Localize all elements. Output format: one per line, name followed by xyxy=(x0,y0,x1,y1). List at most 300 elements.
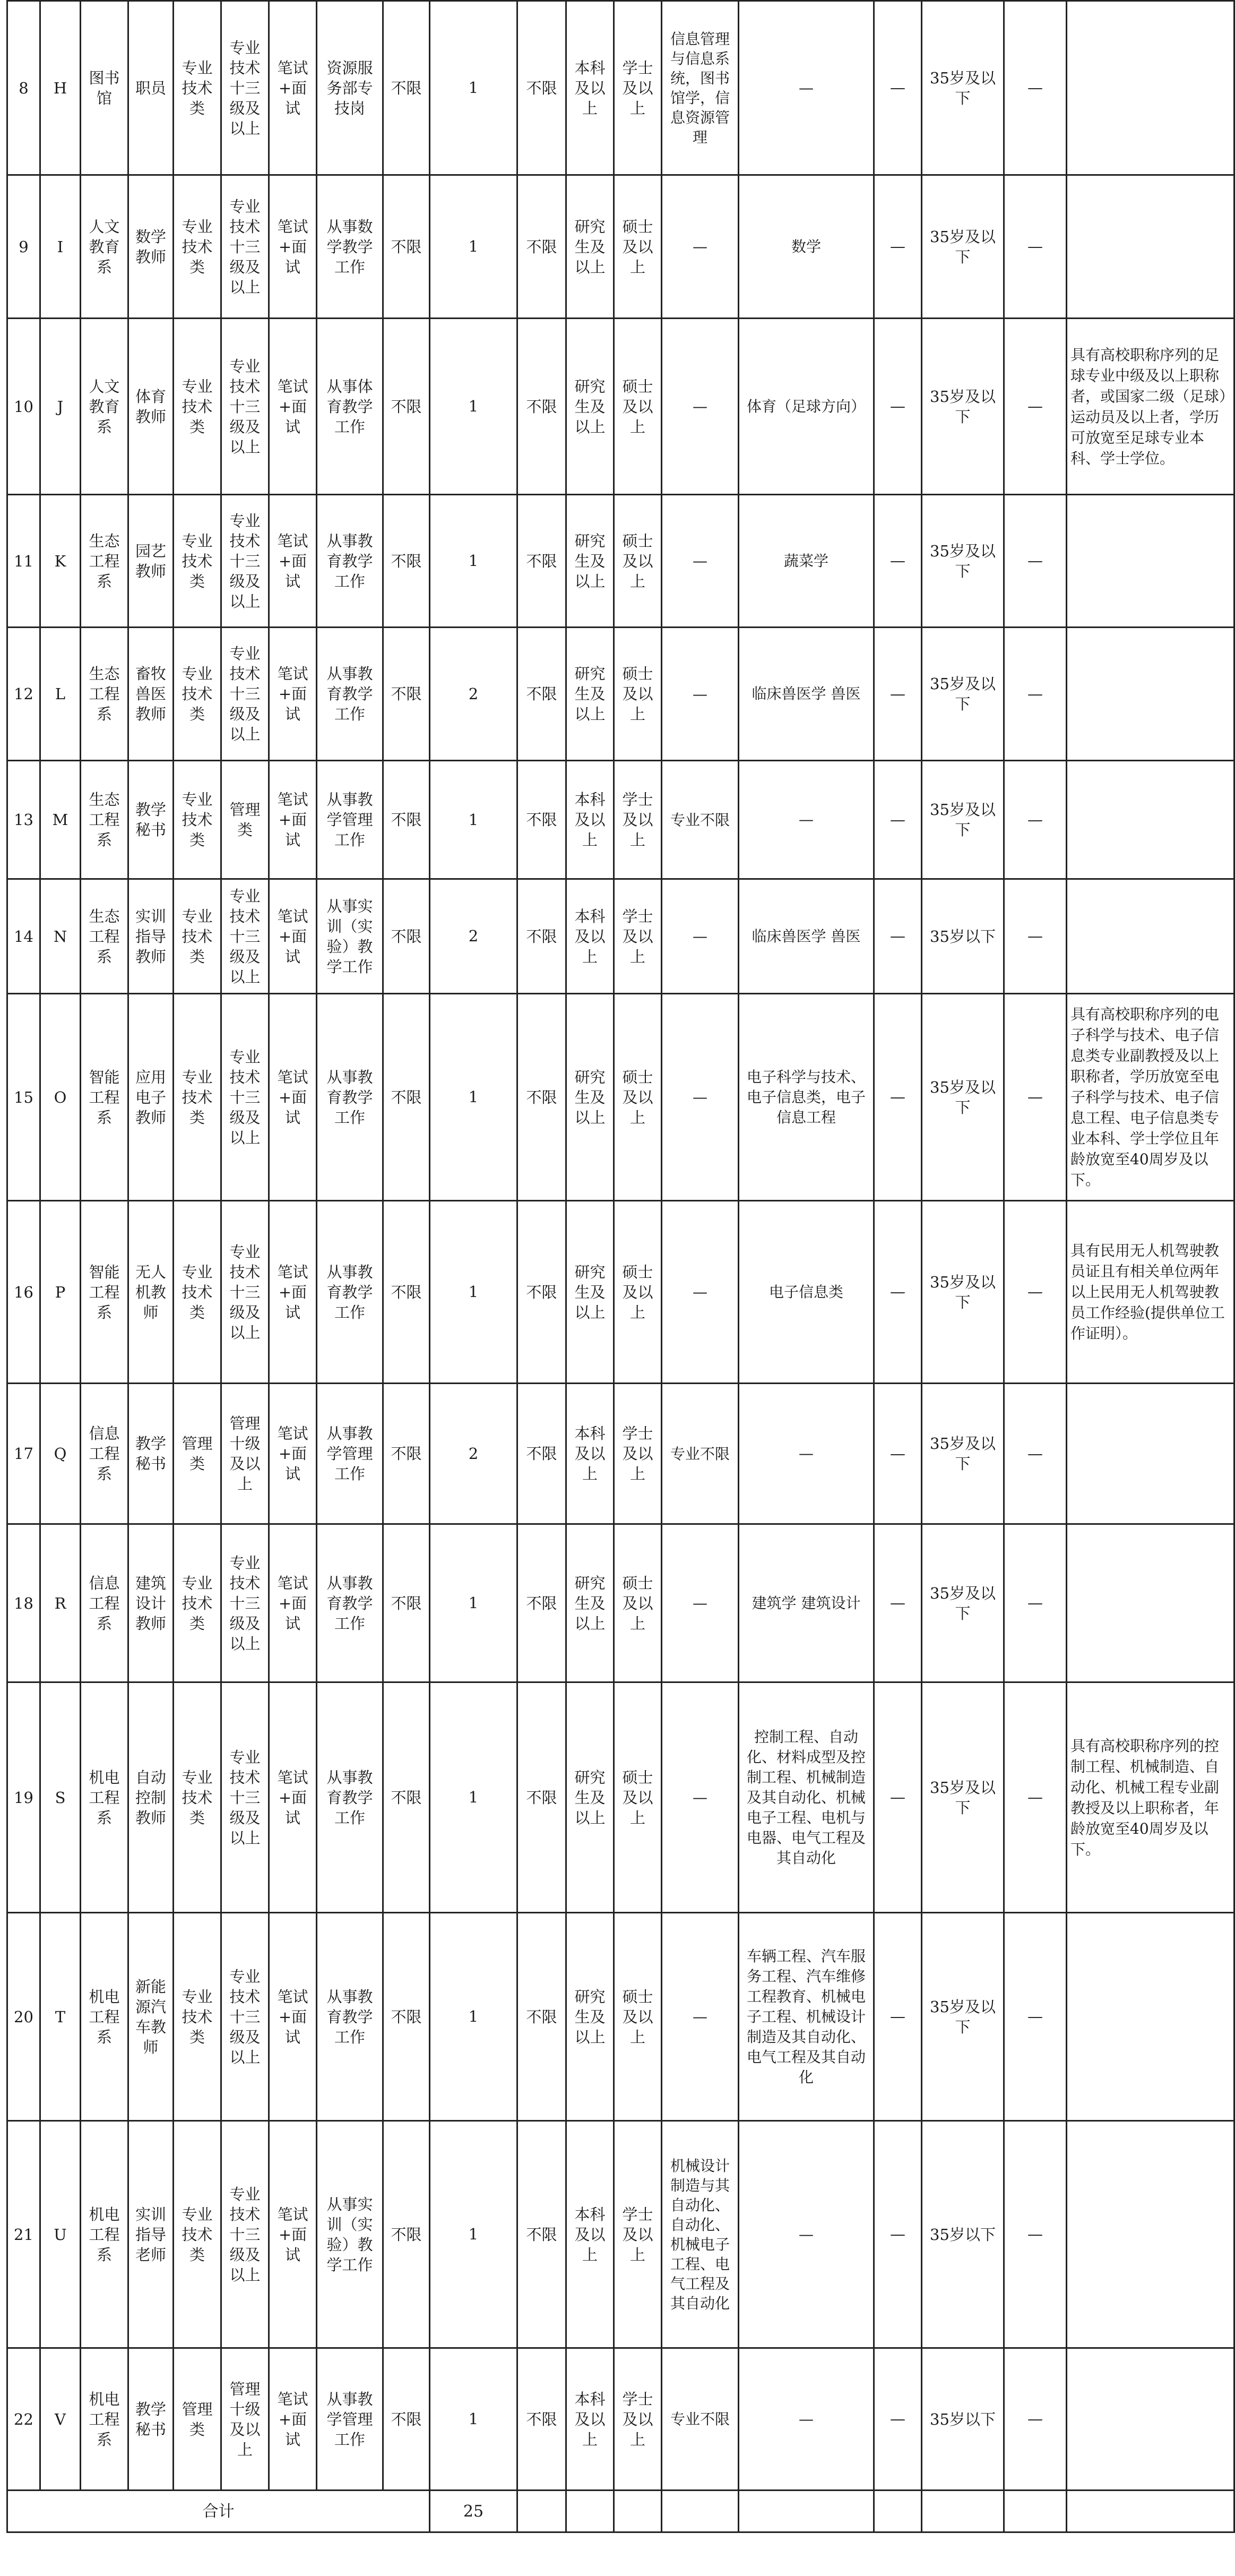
recruit-target-cell: 不限 xyxy=(383,761,430,879)
post-name-cell: 园艺教师 xyxy=(128,495,174,628)
exam-method-cell: 笔试+面试 xyxy=(269,1201,317,1384)
exam-method-cell: 笔试+面试 xyxy=(269,879,317,994)
undergrad-major-cell: — xyxy=(662,1201,739,1384)
postgrad-major-cell: 蔬菜学 xyxy=(739,495,874,628)
post-type-cell: 专业技术类 xyxy=(174,1,221,175)
post-name-cell: 教学秘书 xyxy=(128,1384,174,1524)
education-cell: 本科及以上 xyxy=(566,879,614,994)
headcount-cell: 1 xyxy=(430,1,517,175)
title-requirement-cell: — xyxy=(874,2121,922,2348)
post-type-cell: 专业技术类 xyxy=(174,1913,221,2121)
post-name-cell: 教学秘书 xyxy=(128,2348,174,2491)
headcount-cell: 1 xyxy=(430,495,517,628)
education-cell: 研究生及以上 xyxy=(566,1913,614,2121)
table-row xyxy=(7,2121,1234,2348)
education-cell: 研究生及以上 xyxy=(566,1524,614,1682)
remark-cell xyxy=(1067,495,1234,628)
age-requirement-cell: 35岁及以下 xyxy=(922,761,1004,879)
exam-method-cell: 笔试+面试 xyxy=(269,761,317,879)
degree-cell: 硕士及以上 xyxy=(614,1682,662,1913)
gender-cell: 不限 xyxy=(517,879,566,994)
headcount-cell: 1 xyxy=(430,994,517,1201)
postgrad-major-cell: 电子信息类 xyxy=(739,1201,874,1384)
row-number-cell: 22 xyxy=(7,2348,40,2491)
title-requirement-cell: — xyxy=(874,319,922,495)
headcount-cell: 2 xyxy=(430,1384,517,1524)
headcount-cell: 1 xyxy=(430,761,517,879)
post-type-cell: 专业技术类 xyxy=(174,628,221,761)
recruitment-table-sheet xyxy=(6,0,1227,2533)
department-cell: 生态工程系 xyxy=(81,495,128,628)
remark-cell: 具有高校职称序列的电子科学与技术、电子信息类专业副教授及以上职称者，学历放宽至电子科学与技术、电子信息工程、电子信息类专业本科、学士学位且年龄放宽至40周岁及以下。 xyxy=(1067,994,1234,1201)
education-cell: 本科及以上 xyxy=(566,2348,614,2491)
gender-cell: 不限 xyxy=(517,1913,566,2121)
post-name-cell: 数学教师 xyxy=(128,175,174,319)
duty-cell: 资源服务部专技岗 xyxy=(317,1,383,175)
empty-cell xyxy=(566,2491,614,2532)
department-cell: 信息工程系 xyxy=(81,1384,128,1524)
age-requirement-cell: 35岁及以下 xyxy=(922,495,1004,628)
exam-method-cell: 笔试+面试 xyxy=(269,175,317,319)
recruit-target-cell: 不限 xyxy=(383,1201,430,1384)
post-type-cell: 专业技术类 xyxy=(174,1682,221,1913)
undergrad-major-cell: — xyxy=(662,319,739,495)
education-cell: 研究生及以上 xyxy=(566,1201,614,1384)
duty-cell: 从事教学管理工作 xyxy=(317,2348,383,2491)
empty-cell xyxy=(1067,2491,1234,2532)
duty-cell: 从事体育教学工作 xyxy=(317,319,383,495)
row-number-cell: 11 xyxy=(7,495,40,628)
duty-cell: 从事教学管理工作 xyxy=(317,1384,383,1524)
remark-cell: 具有高校职称序列的足球专业中级及以上职称者，或国家二级（足球）运动员及以上者，学历可放宽至足球专业本科、学士学位。 xyxy=(1067,319,1234,495)
row-number-cell: 19 xyxy=(7,1682,40,1913)
post-type-cell: 专业技术类 xyxy=(174,1524,221,1682)
recruitment-table xyxy=(6,0,1235,2533)
age-requirement-cell: 35岁及以下 xyxy=(922,1384,1004,1524)
table-row xyxy=(7,1201,1234,1384)
position-code-cell: U xyxy=(40,2121,81,2348)
recruit-target-cell: 不限 xyxy=(383,1384,430,1524)
remark-cell xyxy=(1067,1384,1234,1524)
empty-cell xyxy=(614,2491,662,2532)
table-row xyxy=(7,1524,1234,1682)
post-level-cell: 管理十级及以上 xyxy=(221,2348,269,2491)
undergrad-major-cell: 信息管理与信息系统，图书馆学，信息资源管理 xyxy=(662,1,739,175)
postgrad-major-cell: — xyxy=(739,2348,874,2491)
post-level-cell: 管理类 xyxy=(221,761,269,879)
department-cell: 机电工程系 xyxy=(81,2348,128,2491)
recruit-target-cell: 不限 xyxy=(383,994,430,1201)
post-level-cell: 专业技术十三级及以上 xyxy=(221,628,269,761)
remark-cell xyxy=(1067,1913,1234,2121)
table-row xyxy=(7,319,1234,495)
recruit-target-cell: 不限 xyxy=(383,1913,430,2121)
education-cell: 研究生及以上 xyxy=(566,175,614,319)
headcount-cell: 1 xyxy=(430,1682,517,1913)
post-type-cell: 管理类 xyxy=(174,1384,221,1524)
table-row xyxy=(7,879,1234,994)
degree-cell: 学士及以上 xyxy=(614,879,662,994)
post-name-cell: 应用电子教师 xyxy=(128,994,174,1201)
education-cell: 本科及以上 xyxy=(566,761,614,879)
degree-cell: 学士及以上 xyxy=(614,1384,662,1524)
empty-cell xyxy=(1004,2491,1067,2532)
postgrad-major-cell: — xyxy=(739,2121,874,2348)
table-row xyxy=(7,2348,1234,2491)
headcount-cell: 1 xyxy=(430,319,517,495)
other-requirement-cell: — xyxy=(1004,2121,1067,2348)
duty-cell: 从事教育教学工作 xyxy=(317,1201,383,1384)
degree-cell: 硕士及以上 xyxy=(614,1201,662,1384)
headcount-cell: 1 xyxy=(430,1201,517,1384)
recruit-target-cell: 不限 xyxy=(383,1524,430,1682)
age-requirement-cell: 35岁及以下 xyxy=(922,1524,1004,1682)
duty-cell: 从事实训（实验）教学工作 xyxy=(317,879,383,994)
empty-cell xyxy=(922,2491,1004,2532)
headcount-cell: 1 xyxy=(430,175,517,319)
row-number-cell: 13 xyxy=(7,761,40,879)
duty-cell: 从事教育教学工作 xyxy=(317,994,383,1201)
postgrad-major-cell: 建筑学 建筑设计 xyxy=(739,1524,874,1682)
exam-method-cell: 笔试+面试 xyxy=(269,2348,317,2491)
age-requirement-cell: 35岁及以下 xyxy=(922,628,1004,761)
gender-cell: 不限 xyxy=(517,1682,566,1913)
post-name-cell: 实训指导教师 xyxy=(128,879,174,994)
department-cell: 信息工程系 xyxy=(81,1524,128,1682)
empty-cell xyxy=(517,2491,566,2532)
recruit-target-cell: 不限 xyxy=(383,319,430,495)
post-level-cell: 专业技术十三级及以上 xyxy=(221,994,269,1201)
gender-cell: 不限 xyxy=(517,495,566,628)
post-type-cell: 专业技术类 xyxy=(174,1201,221,1384)
post-type-cell: 专业技术类 xyxy=(174,495,221,628)
position-code-cell: Q xyxy=(40,1384,81,1524)
headcount-cell: 1 xyxy=(430,1913,517,2121)
other-requirement-cell: — xyxy=(1004,319,1067,495)
age-requirement-cell: 35岁及以下 xyxy=(922,1,1004,175)
duty-cell: 从事教育教学工作 xyxy=(317,1524,383,1682)
education-cell: 本科及以上 xyxy=(566,1,614,175)
post-name-cell: 畜牧兽医教师 xyxy=(128,628,174,761)
postgrad-major-cell: 体育（足球方向） xyxy=(739,319,874,495)
undergrad-major-cell: 专业不限 xyxy=(662,2348,739,2491)
other-requirement-cell: — xyxy=(1004,994,1067,1201)
education-cell: 本科及以上 xyxy=(566,1384,614,1524)
row-number-cell: 21 xyxy=(7,2121,40,2348)
undergrad-major-cell: — xyxy=(662,1682,739,1913)
table-row xyxy=(7,175,1234,319)
age-requirement-cell: 35岁及以下 xyxy=(922,1682,1004,1913)
education-cell: 本科及以上 xyxy=(566,2121,614,2348)
title-requirement-cell: — xyxy=(874,175,922,319)
other-requirement-cell: — xyxy=(1004,628,1067,761)
post-name-cell: 教学秘书 xyxy=(128,761,174,879)
empty-cell xyxy=(662,2491,739,2532)
title-requirement-cell: — xyxy=(874,1682,922,1913)
department-cell: 机电工程系 xyxy=(81,1913,128,2121)
education-cell: 研究生及以上 xyxy=(566,319,614,495)
degree-cell: 硕士及以上 xyxy=(614,175,662,319)
duty-cell: 从事实训（实验）教学工作 xyxy=(317,2121,383,2348)
exam-method-cell: 笔试+面试 xyxy=(269,994,317,1201)
education-cell: 研究生及以上 xyxy=(566,628,614,761)
table-row xyxy=(7,761,1234,879)
post-name-cell: 建筑设计教师 xyxy=(128,1524,174,1682)
degree-cell: 学士及以上 xyxy=(614,2121,662,2348)
other-requirement-cell: — xyxy=(1004,1524,1067,1682)
row-number-cell: 8 xyxy=(7,1,40,175)
total-row xyxy=(7,2491,1234,2532)
postgrad-major-cell: 电子科学与技术、电子信息类，电子信息工程 xyxy=(739,994,874,1201)
education-cell: 研究生及以上 xyxy=(566,994,614,1201)
degree-cell: 学士及以上 xyxy=(614,2348,662,2491)
duty-cell: 从事教育教学工作 xyxy=(317,1682,383,1913)
remark-cell: 具有高校职称序列的控制工程、机械制造、自动化、机械工程专业副教授及以上职称者，年龄放宽至40周岁及以下。 xyxy=(1067,1682,1234,1913)
recruit-target-cell: 不限 xyxy=(383,1682,430,1913)
department-cell: 生态工程系 xyxy=(81,879,128,994)
other-requirement-cell: — xyxy=(1004,495,1067,628)
duty-cell: 从事教育教学工作 xyxy=(317,495,383,628)
undergrad-major-cell: 专业不限 xyxy=(662,1384,739,1524)
gender-cell: 不限 xyxy=(517,628,566,761)
other-requirement-cell: — xyxy=(1004,1384,1067,1524)
position-code-cell: I xyxy=(40,175,81,319)
undergrad-major-cell: — xyxy=(662,628,739,761)
other-requirement-cell: — xyxy=(1004,761,1067,879)
gender-cell: 不限 xyxy=(517,1384,566,1524)
undergrad-major-cell: 专业不限 xyxy=(662,761,739,879)
position-code-cell: N xyxy=(40,879,81,994)
position-code-cell: H xyxy=(40,1,81,175)
row-number-cell: 16 xyxy=(7,1201,40,1384)
postgrad-major-cell: — xyxy=(739,761,874,879)
age-requirement-cell: 35岁及以下 xyxy=(922,319,1004,495)
other-requirement-cell: — xyxy=(1004,879,1067,994)
position-code-cell: M xyxy=(40,761,81,879)
row-number-cell: 20 xyxy=(7,1913,40,2121)
empty-cell xyxy=(874,2491,922,2532)
degree-cell: 硕士及以上 xyxy=(614,1913,662,2121)
gender-cell: 不限 xyxy=(517,175,566,319)
age-requirement-cell: 35岁及以下 xyxy=(922,1201,1004,1384)
undergrad-major-cell: — xyxy=(662,994,739,1201)
degree-cell: 硕士及以上 xyxy=(614,495,662,628)
remark-cell xyxy=(1067,1,1234,175)
gender-cell: 不限 xyxy=(517,994,566,1201)
department-cell: 智能工程系 xyxy=(81,1201,128,1384)
position-code-cell: K xyxy=(40,495,81,628)
row-number-cell: 17 xyxy=(7,1384,40,1524)
table-row xyxy=(7,495,1234,628)
age-requirement-cell: 35岁以下 xyxy=(922,2348,1004,2491)
empty-cell xyxy=(739,2491,874,2532)
department-cell: 机电工程系 xyxy=(81,2121,128,2348)
age-requirement-cell: 35岁及以下 xyxy=(922,994,1004,1201)
title-requirement-cell: — xyxy=(874,994,922,1201)
postgrad-major-cell: — xyxy=(739,1384,874,1524)
position-code-cell: L xyxy=(40,628,81,761)
row-number-cell: 14 xyxy=(7,879,40,994)
headcount-cell: 2 xyxy=(430,628,517,761)
age-requirement-cell: 35岁及以下 xyxy=(922,175,1004,319)
post-type-cell: 专业技术类 xyxy=(174,2121,221,2348)
post-name-cell: 实训指导老师 xyxy=(128,2121,174,2348)
row-number-cell: 10 xyxy=(7,319,40,495)
post-level-cell: 专业技术十三级及以上 xyxy=(221,1,269,175)
duty-cell: 从事教育教学工作 xyxy=(317,1913,383,2121)
headcount-cell: 1 xyxy=(430,2348,517,2491)
post-type-cell: 专业技术类 xyxy=(174,175,221,319)
post-name-cell: 无人机教师 xyxy=(128,1201,174,1384)
table-row xyxy=(7,1682,1234,1913)
gender-cell: 不限 xyxy=(517,1,566,175)
post-name-cell: 体育教师 xyxy=(128,319,174,495)
other-requirement-cell: — xyxy=(1004,2348,1067,2491)
exam-method-cell: 笔试+面试 xyxy=(269,1682,317,1913)
exam-method-cell: 笔试+面试 xyxy=(269,1524,317,1682)
gender-cell: 不限 xyxy=(517,761,566,879)
degree-cell: 硕士及以上 xyxy=(614,994,662,1201)
postgrad-major-cell: 临床兽医学 兽医 xyxy=(739,628,874,761)
title-requirement-cell: — xyxy=(874,2348,922,2491)
gender-cell: 不限 xyxy=(517,1201,566,1384)
age-requirement-cell: 35岁以下 xyxy=(922,2121,1004,2348)
exam-method-cell: 笔试+面试 xyxy=(269,1913,317,2121)
title-requirement-cell: — xyxy=(874,495,922,628)
recruit-target-cell: 不限 xyxy=(383,2121,430,2348)
title-requirement-cell: — xyxy=(874,761,922,879)
title-requirement-cell: — xyxy=(874,1384,922,1524)
remark-cell xyxy=(1067,628,1234,761)
recruit-target-cell: 不限 xyxy=(383,495,430,628)
undergrad-major-cell: — xyxy=(662,175,739,319)
title-requirement-cell: — xyxy=(874,1201,922,1384)
post-type-cell: 专业技术类 xyxy=(174,761,221,879)
undergrad-major-cell: 机械设计制造与其自动化、自动化、机械电子工程、电气工程及其自动化 xyxy=(662,2121,739,2348)
post-level-cell: 专业技术十三级及以上 xyxy=(221,1913,269,2121)
remark-cell xyxy=(1067,2348,1234,2491)
recruit-target-cell: 不限 xyxy=(383,175,430,319)
exam-method-cell: 笔试+面试 xyxy=(269,628,317,761)
exam-method-cell: 笔试+面试 xyxy=(269,495,317,628)
degree-cell: 硕士及以上 xyxy=(614,319,662,495)
remark-cell: 具有民用无人机驾驶教员证且有相关单位两年以上民用无人机驾驶教员工作经验(提供单位工作证明）。 xyxy=(1067,1201,1234,1384)
degree-cell: 学士及以上 xyxy=(614,1,662,175)
postgrad-major-cell: — xyxy=(739,1,874,175)
exam-method-cell: 笔试+面试 xyxy=(269,1,317,175)
department-cell: 生态工程系 xyxy=(81,628,128,761)
headcount-cell: 1 xyxy=(430,2121,517,2348)
post-level-cell: 专业技术十三级及以上 xyxy=(221,319,269,495)
table-row xyxy=(7,1,1234,175)
duty-cell: 从事数学教学工作 xyxy=(317,175,383,319)
title-requirement-cell: — xyxy=(874,1,922,175)
department-cell: 生态工程系 xyxy=(81,761,128,879)
recruit-target-cell: 不限 xyxy=(383,628,430,761)
total-label: 合计 xyxy=(7,2491,430,2532)
position-code-cell: T xyxy=(40,1913,81,2121)
undergrad-major-cell: — xyxy=(662,495,739,628)
post-type-cell: 专业技术类 xyxy=(174,319,221,495)
position-code-cell: J xyxy=(40,319,81,495)
post-type-cell: 管理类 xyxy=(174,2348,221,2491)
post-type-cell: 专业技术类 xyxy=(174,994,221,1201)
position-code-cell: S xyxy=(40,1682,81,1913)
age-requirement-cell: 35岁及以下 xyxy=(922,1913,1004,2121)
table-row xyxy=(7,628,1234,761)
gender-cell: 不限 xyxy=(517,2348,566,2491)
department-cell: 智能工程系 xyxy=(81,994,128,1201)
post-level-cell: 专业技术十三级及以上 xyxy=(221,175,269,319)
degree-cell: 硕士及以上 xyxy=(614,628,662,761)
remark-cell xyxy=(1067,2121,1234,2348)
exam-method-cell: 笔试+面试 xyxy=(269,1384,317,1524)
recruit-target-cell: 不限 xyxy=(383,879,430,994)
title-requirement-cell: — xyxy=(874,628,922,761)
department-cell: 人文教育系 xyxy=(81,319,128,495)
post-level-cell: 专业技术十三级及以上 xyxy=(221,1201,269,1384)
post-level-cell: 专业技术十三级及以上 xyxy=(221,2121,269,2348)
degree-cell: 学士及以上 xyxy=(614,761,662,879)
table-row xyxy=(7,994,1234,1201)
post-level-cell: 专业技术十三级及以上 xyxy=(221,495,269,628)
undergrad-major-cell: — xyxy=(662,1524,739,1682)
undergrad-major-cell: — xyxy=(662,879,739,994)
undergrad-major-cell: — xyxy=(662,1913,739,2121)
position-code-cell: R xyxy=(40,1524,81,1682)
postgrad-major-cell: 车辆工程、汽车服务工程、汽车维修工程教育、机械电子工程、机械设计制造及其自动化、电气工程及其自动化 xyxy=(739,1913,874,2121)
title-requirement-cell: — xyxy=(874,1524,922,1682)
position-code-cell: V xyxy=(40,2348,81,2491)
department-cell: 图书馆 xyxy=(81,1,128,175)
title-requirement-cell: — xyxy=(874,879,922,994)
recruit-target-cell: 不限 xyxy=(383,2348,430,2491)
post-name-cell: 新能源汽车教师 xyxy=(128,1913,174,2121)
headcount-cell: 2 xyxy=(430,879,517,994)
other-requirement-cell: — xyxy=(1004,175,1067,319)
row-number-cell: 12 xyxy=(7,628,40,761)
department-cell: 人文教育系 xyxy=(81,175,128,319)
recruit-target-cell: 不限 xyxy=(383,1,430,175)
other-requirement-cell: — xyxy=(1004,1201,1067,1384)
exam-method-cell: 笔试+面试 xyxy=(269,319,317,495)
other-requirement-cell: — xyxy=(1004,1,1067,175)
gender-cell: 不限 xyxy=(517,319,566,495)
post-type-cell: 专业技术类 xyxy=(174,879,221,994)
table-row xyxy=(7,1913,1234,2121)
row-number-cell: 18 xyxy=(7,1524,40,1682)
age-requirement-cell: 35岁以下 xyxy=(922,879,1004,994)
post-name-cell: 职员 xyxy=(128,1,174,175)
education-cell: 研究生及以上 xyxy=(566,1682,614,1913)
other-requirement-cell: — xyxy=(1004,1682,1067,1913)
post-level-cell: 管理十级及以上 xyxy=(221,1384,269,1524)
remark-cell xyxy=(1067,879,1234,994)
postgrad-major-cell: 控制工程、自动化、材料成型及控制工程、机械制造及其自动化、机械电子工程、电机与电器、电气工程及其自动化 xyxy=(739,1682,874,1913)
exam-method-cell: 笔试+面试 xyxy=(269,2121,317,2348)
postgrad-major-cell: 数学 xyxy=(739,175,874,319)
other-requirement-cell: — xyxy=(1004,1913,1067,2121)
duty-cell: 从事教学管理工作 xyxy=(317,761,383,879)
remark-cell xyxy=(1067,1524,1234,1682)
total-count: 25 xyxy=(430,2491,517,2532)
degree-cell: 硕士及以上 xyxy=(614,1524,662,1682)
post-level-cell: 专业技术十三级及以上 xyxy=(221,879,269,994)
post-level-cell: 专业技术十三级及以上 xyxy=(221,1524,269,1682)
remark-cell xyxy=(1067,175,1234,319)
table-row xyxy=(7,1384,1234,1524)
title-requirement-cell: — xyxy=(874,1913,922,2121)
